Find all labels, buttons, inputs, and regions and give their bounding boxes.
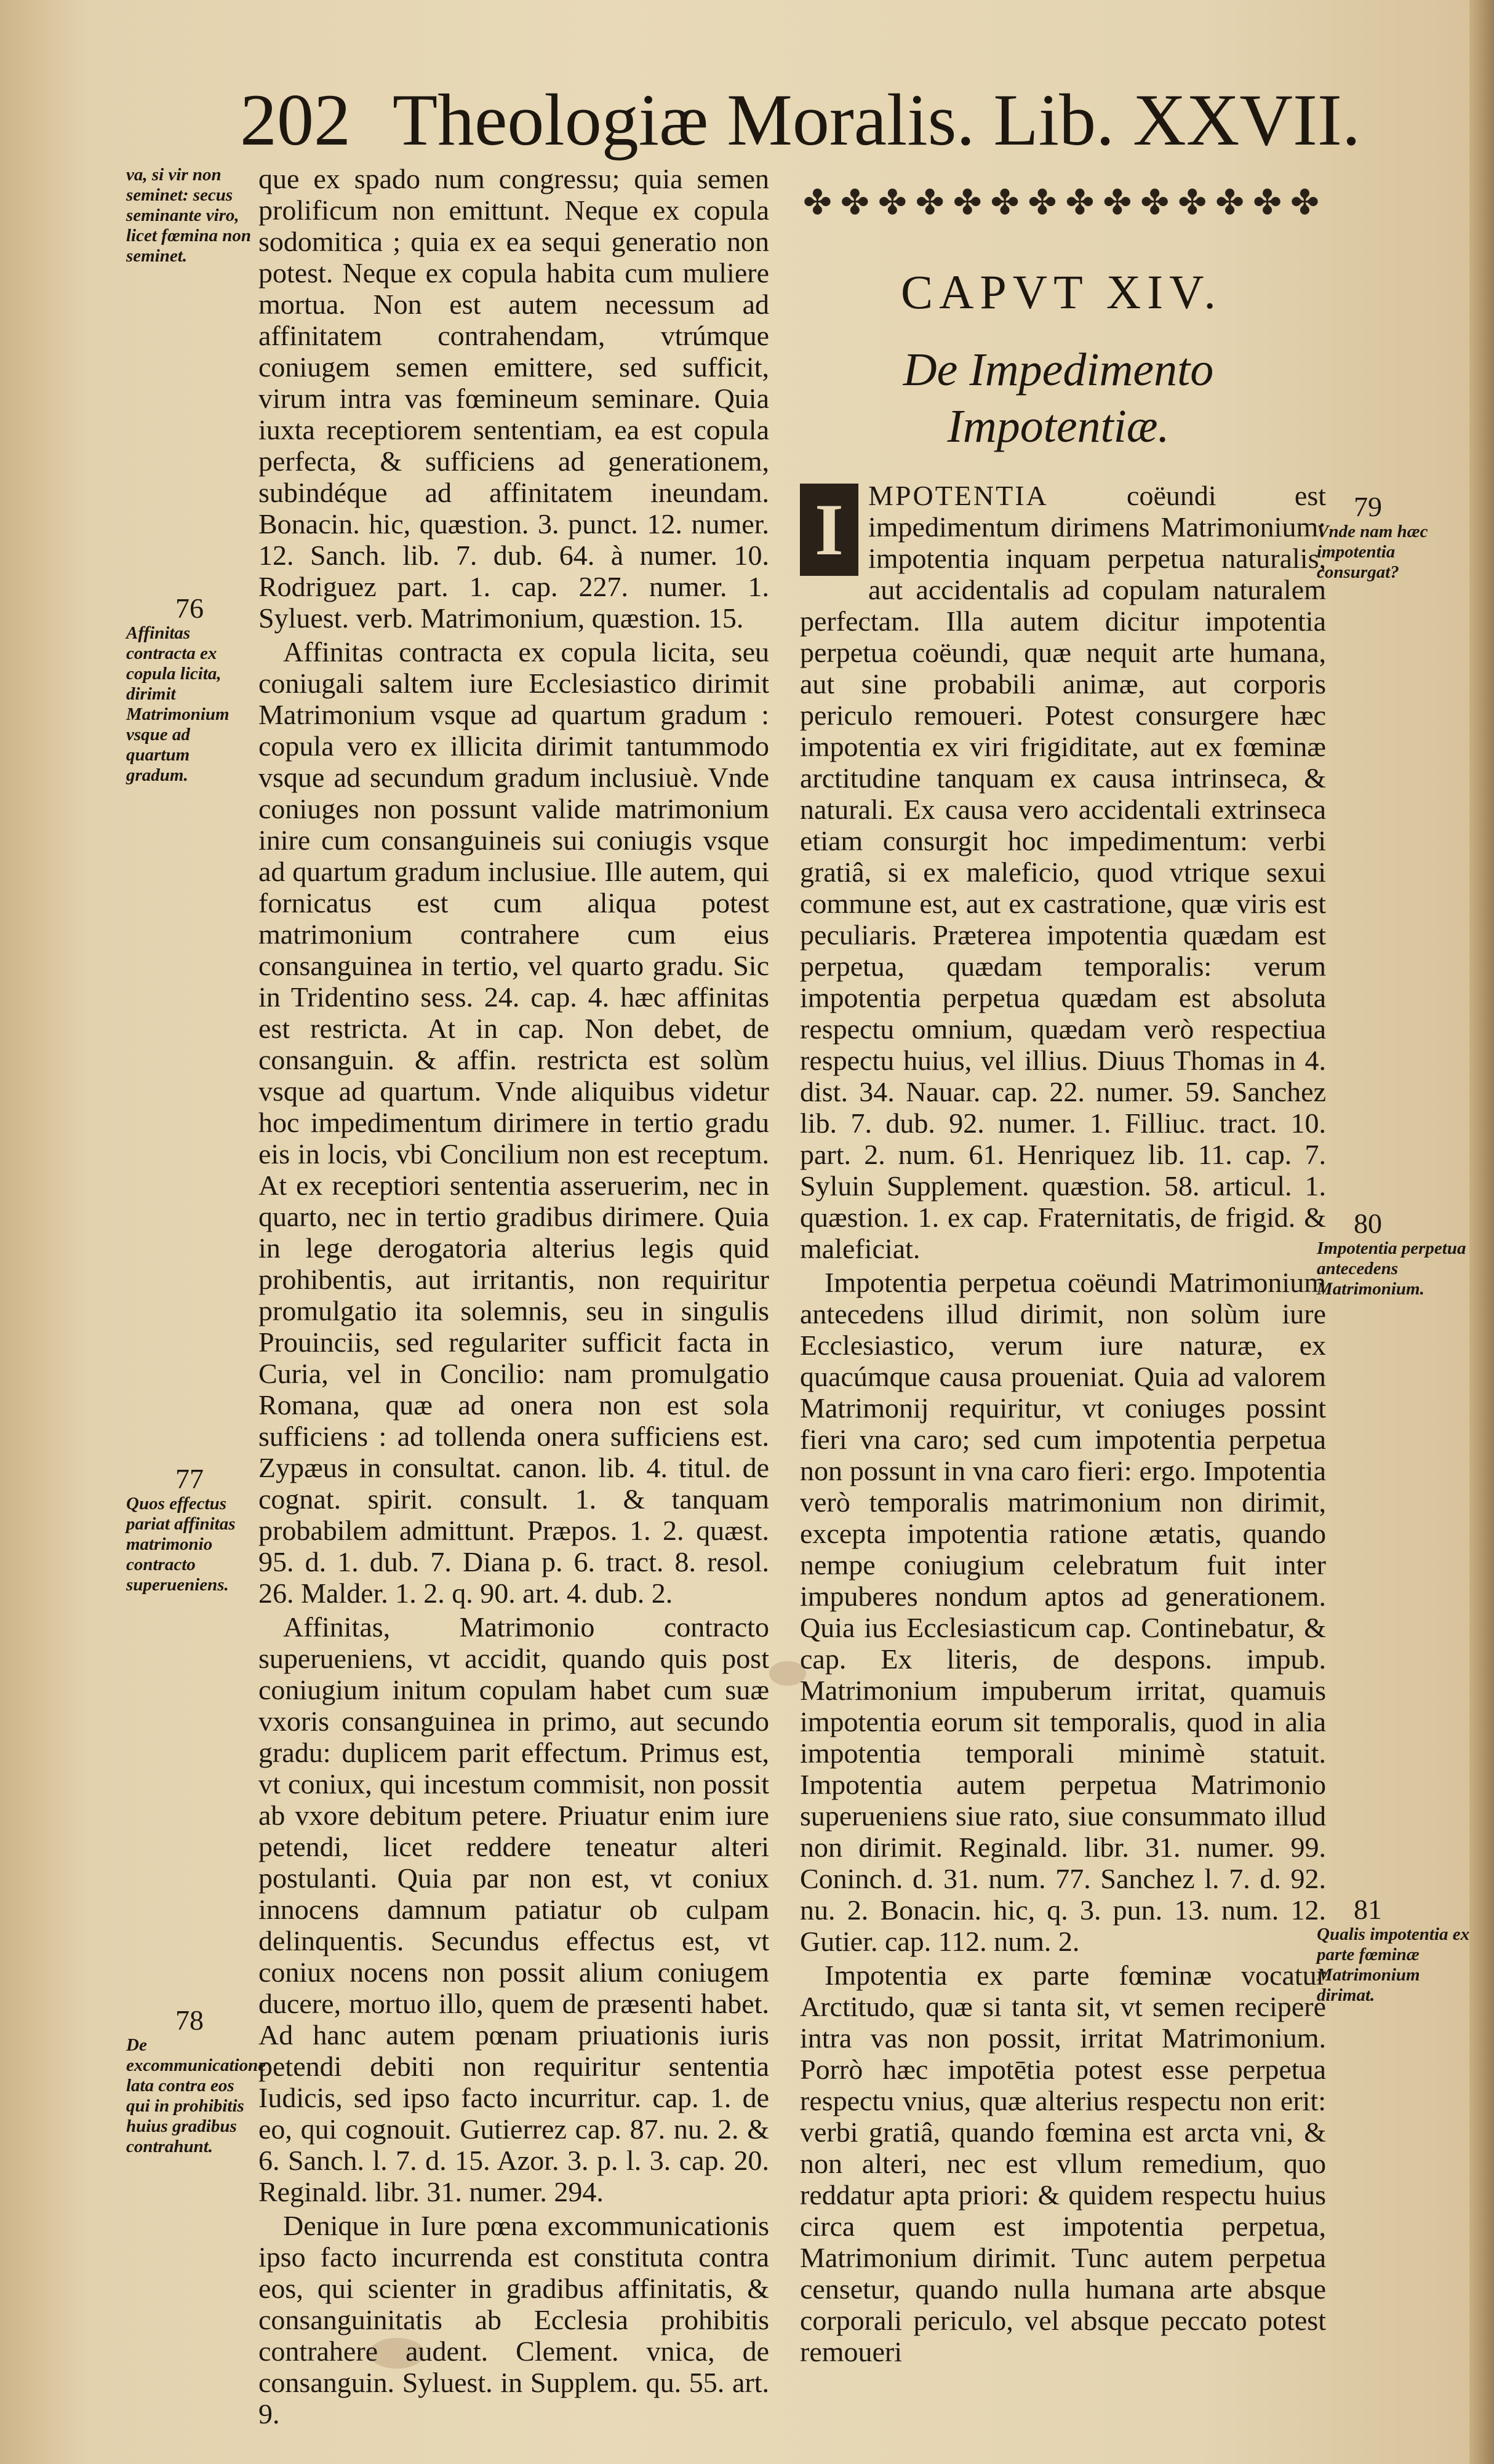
paragraph: que ex spado num congressu; quia semen prolificum non emittunt. Neque ex copula sodomitica ; quia ex ea sequi generatio non potest. Neque ex copula habita cum muliere mortua. Non est autem necessum ad affinitatem contrahendam, vtrúmque coniugem semen emittere, sed sufficit, virum intra vas fœmineum seminare. Quia iuxta receptiorem sententiam, ea est copula perfecta, & sufficiens ad generationem, subindéque ad affinitatem ineundam. Bonacin. hic, quæstion. 3. punct. 12. numer. 12. Sanch. lib. 7. dub. 64. à numer. 10. Rodriguez part. 1. cap. 227. numer. 1. Syluest. verb. Matrimonium, quæstion. 15. — [258, 163, 769, 634]
paragraph-number: 76 — [175, 592, 204, 624]
paragraph-number: 81 — [1354, 1894, 1382, 1925]
margin-note-80 — [1317, 1209, 1477, 1299]
decorative-ornament-band: ✤✤✤✤✤✤✤✤✤✤✤✤✤✤ — [803, 183, 1328, 223]
chapter-label: CAPVT XIV. — [901, 265, 1222, 319]
page-number: 202 — [240, 79, 351, 161]
paragraph-79 — [800, 480, 1326, 1264]
paragraph-77: Affinitas, Matrimonio contracto superueniens, vt accidit, quando quis post coniugium initum copulam habet cum suæ vxoris consanguinea in primo, aut secundo gradu: duplicem parit effectum. Primus est, vt coniux, qui incestum commisit, non possit ab vxore debitum petere. Priuatur enim iure petendi, licet reddere teneatur alteri postulanti. Quia par non est, vt coniux innocens damnum patiatur ob culpam delinquentis. Secundus effectus est, vt coniux nocens non possit alium coniugem ducere, mortuo illo, quem de præsenti habet. Ad hanc autem pœnam priuationis iuris petendi debiti non requiritur sententia Iudicis, sed ipso facto incurritur. cap. 1. de eo, qui cognouit. Gutierrez cap. 87. nu. 2. & 6. Sanch. l. 7. d. 15. Azor. 3. p. l. 3. cap. 20. Reginald. libr. 31. numer. 294. — [258, 1611, 769, 2207]
margin-note-81 — [1317, 1895, 1477, 2006]
paragraph-80: Impotentia perpetua coëundi Matrimonium antecedens illud dirimit, non solùm iure Ecclesiastico, verum iure naturæ, ex quacúmque causa proueniat. Quia ad valorem Matrimonij requiritur, vt coniuges possint fieri vna caro; sed cum impotentia perpetua non possunt in vna caro fieri: ergo. Impotentia verò temporalis matrimonium non dirimit, excepta impotentia ratione ætatis, quando nempe coniugium celebratum fuit inter impuberes nondum aptos ad generationem. Quia ius Ecclesiasticum cap. Continebatur, & cap. Ex literis, de despons. impub. Matrimonium impuberum irritat, quamuis impotentia eorum sit temporalis, quod in alia impotentia temporali minimè statuit. Impotentia autem perpetua Matrimonio superueniens siue rato, siue consummato illud non dirimit. Reginald. libr. 31. numer. 99. Coninch. d. 31. num. 77. Sanchez l. 7. d. 92. nu. 2. Bonacin. hic, q. 3. pun. 13. num. 12. Gutier. cap. 112. num. 2. — [800, 1267, 1326, 1957]
margin-note-78 — [126, 2004, 266, 2157]
margin-note-text: Affinitas contracta ex copula licita, dirimit Matrimonium vsque ad quartum gradum. — [126, 623, 230, 785]
margin-note-79 — [1317, 492, 1477, 583]
margin-note-text: Qualis impotentia ex parte fœminæ Matrimonium dirimat. — [1317, 1924, 1470, 2005]
margin-note-text: Vnde nam hæc impotentia consurgat? — [1317, 522, 1428, 582]
paragraph-76: Affinitas contracta ex copula licita, seu coniugali saltem iure Ecclesiastico dirimit Matrimonium vsque ad quartum gradum : copula vero ex illicita dirimit tantummodo vsque ad secundum gradum inclusiuè. Vnde coniuges non possunt valide matrimonium inire cum consanguineis sui coniugis vsque ad quartum gradum inclusiue. Ille autem, qui fornicatus est cum aliqua potest matrimonium contrahere cum eius consanguinea in tertio, vel quarto gradu. Sic in Tridentino sess. 24. cap. 4. hæc affinitas est restricta. At in cap. Non debet, de consanguin. & affin. restricta est solùm vsque ad quartum. Vnde aliquibus videtur hoc impedimentum dirimere in tertio gradu eis in locis, vbi Concilium non est receptum. At ex receptiori sententia asseruerim, nec in quarto, nec in tertio gradibus dirimere. Quia in lege derogatoria alterius legis quid prohibentis, aut irritantis, non requiritur promulgatio ita solemnis, seu in singulis Prouinciis, sed regulariter sufficit facta in Curia, vel in Concilio: nam promulgatio Romana, quæ ad onera non est sola sufficiens : ad tollenda onera sufficiens est. Zypæus in consultat. canon. lib. 4. titul. de cognat. spirit. consult. 1. & tanquam probabilem admittunt. Præpos. 1. 2. quæst. 95. d. 1. dub. 7. Diana p. 6. tract. 8. resol. 26. Malder. 1. 2. q. 90. art. 4. dub. 2. — [258, 636, 769, 1609]
margin-note — [126, 165, 252, 266]
paragraph-text: coëundi est impedimentum dirimens Matrimonium: impotentia inquam perpetua naturalis, aut accidentalis ad copulam naturalem perfectam. Illa autem dicitur impotentia perpetua coëundi, quæ nequit arte humana, aut sine probabili animæ, aut corporis periculo remoueri. Potest consurgere hæc impotentia ex viri frigiditate, aut ex fœminæ arctitudine tanquam ex causa intrinseca, & naturali. Ex causa vero accidentali extrinseca etiam consurgit hoc impedimentum: verbi gratiâ, si ex maleficio, quod vtrique sexui commune est, aut ex castratione, quæ viris est peculiaris. Præterea impotentia quædam est perpetua, quædam temporalis: verum impotentia perpetua quædam est absoluta respectu omnium, quædam verò respectiua respectu huius, vel illius. Diuus Thomas in 4. dist. 34. Nauar. cap. 22. numer. 59. Sanchez lib. 7. dub. 92. numer. 1. Filliuc. tract. 10. part. 2. num. 61. Henriquez lib. 11. cap. 7. Syluin Supplement. quæstion. 58. articul. 1. quæstion. 1. ex cap. Fraternitatis, de frigid. & maleficiat. — [800, 480, 1327, 1264]
right-column — [800, 480, 1326, 2449]
margin-note-text: De excommunicatione lata contra eos qui in prohibitis huius gradibus contrahunt. — [126, 2035, 266, 2156]
running-title: Theologiæ Moralis. Lib. XXVII. — [392, 79, 1360, 161]
paragraph-81: Impotentia ex parte fœminæ vocatur Arctitudo, quæ si tanta sit, vt semen recipere intra vas non possit, irritat Matrimonium. Porrò hæc impotētia potest esse perpetua respectu vnius, quæ alterius respectu non erit: verbi gratiâ, quando fœmina est arcta vni, & non alteri, nec est vllum remedium, quo reddatur apta priori: & quidem respectu huius circa quem est impotentia perpetua, Matrimonium dirimit. Tunc autem perpetua censetur, quando nulla humana arte absque corporali periculo, vel absque peccato potest remoueri — [800, 1960, 1326, 2367]
margin-note-text: Impotentia perpetua antecedens Matrimonium. — [1317, 1238, 1466, 1299]
left-column — [258, 163, 769, 2430]
margin-note-77 — [126, 1464, 252, 1595]
paragraph-number: 79 — [1354, 491, 1382, 522]
first-word: MPOTENTIA — [868, 480, 1049, 511]
paragraph-78: Denique in Iure pœna excommunicationis ipso facto incurrenda est constituta contra eos, qui scienter in gradibus affinitatis, & consanguinitatis ab Ecclesia prohibitis contrahere audent. Clement. vnica, de consanguin. Syluest. in Supplem. qu. 55. art. 9. — [258, 2210, 769, 2430]
margin-note-text: va, si vir non seminet: secus seminante viro, licet fœmina non seminet. — [126, 165, 252, 266]
margin-note-76 — [126, 594, 252, 786]
chapter-title: De Impedimento Impotentiæ. — [903, 344, 1214, 452]
paragraph-number: 78 — [175, 2004, 204, 2036]
drop-cap: I — [800, 484, 858, 576]
paragraph-number: 77 — [175, 1463, 204, 1494]
margin-note-text: Quos effectus pariat affinitas matrimonio contracto superueniens. — [126, 1494, 236, 1595]
running-header — [240, 80, 1409, 160]
paragraph-number: 80 — [1354, 1208, 1382, 1239]
